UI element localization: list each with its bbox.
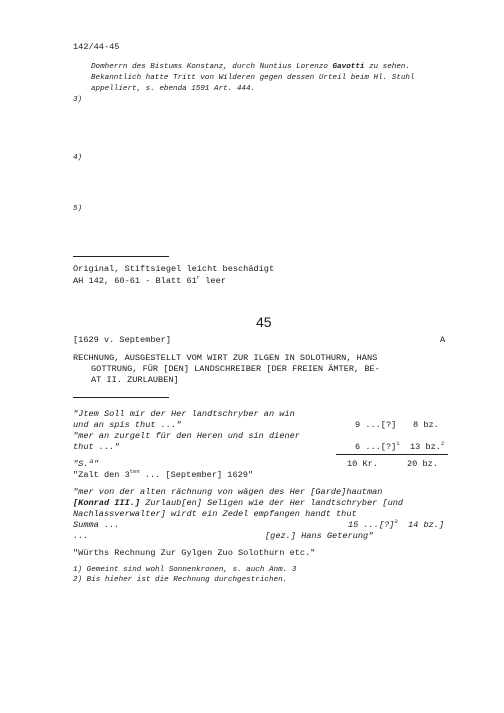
old-bill-dots: ...	[73, 531, 89, 541]
paid-date-line	[73, 470, 253, 481]
prev-note-bold-name: Gavotti	[332, 63, 365, 71]
note-number-3: 3)	[73, 96, 83, 104]
prev-note-line-1	[91, 62, 410, 72]
note-number-5: 5)	[73, 205, 83, 213]
source-line-1: Original, Stiftsiegel leicht beschädigt	[73, 264, 275, 274]
footnote-ref-1: 1	[396, 440, 400, 447]
entry-1-line-1: "Jtem Soll mir der Her landtschryber an win	[73, 409, 295, 419]
old-bill-text: Zurlaub[en] Seligen wie der Her landtschryber [und	[140, 498, 404, 508]
entry-2-batzen	[410, 442, 444, 453]
footnote-1: 1) Gemeint sind wohl Sonnenkronen, s. auch Anm. 3	[73, 566, 297, 574]
old-bill-amount	[348, 520, 398, 531]
paid-text: ... [September] 1629"	[139, 470, 254, 480]
document-marker: A	[440, 335, 446, 345]
entry-2-line-2: thut ..."	[73, 442, 120, 452]
entry-1-amount: 9 ...[?]	[355, 420, 397, 430]
amount-text: 6 ...[?]	[355, 442, 397, 452]
title-divider	[73, 397, 169, 398]
footnote-ref-2: 2	[440, 440, 445, 447]
entry-1-batzen: 8 bz.	[413, 420, 439, 430]
entry-1-line-2: und an spis thut ..."	[73, 420, 182, 430]
document-number: 45	[256, 314, 272, 330]
entry-2-line-1: "mer an zurgelt für den Heren und sin diener	[73, 431, 300, 441]
old-bill-line-3: Nachlassverwalter] wirdt ein Zedel empfangen handt thut	[73, 509, 357, 519]
sum-batzen: 20 bz.	[407, 459, 438, 469]
document-title-line-3: AT II. ZURLAUBEN]	[91, 375, 179, 385]
paid-superscript: ten	[129, 468, 140, 475]
old-bill-line-2	[73, 498, 403, 509]
prev-note-text: Domherrn des Bistums Konstanz, durch Nuntius Lorenzo	[91, 63, 333, 71]
source-divider	[73, 256, 169, 257]
entry-2-amount	[355, 442, 400, 453]
old-bill-bold-name: [Konrad III.]	[73, 498, 141, 508]
source-text: AH 142, 60-61 - Blatt 61	[73, 276, 197, 286]
batzen-text: 13 bz.	[410, 442, 441, 452]
document-title-line-1: RECHNUNG, AUSGESTELLT VOM WIRT ZUR ILGEN IN SOLOTHURN, HANS	[73, 353, 378, 363]
old-bill-batzen: 14 bz.]	[408, 520, 445, 530]
source-line-2	[73, 276, 226, 287]
old-bill-line-4: Summa ...	[73, 520, 120, 530]
prev-note-line-2: Bekanntlich hatte Tritt von Wilderen gegen dessen Urteil beim Hl. Stuhl	[91, 74, 415, 82]
paid-text: "Zalt den 3	[73, 470, 130, 480]
sum-label: "S.ª"	[73, 459, 99, 469]
endorsement-line: "Würths Rechnung Zur Gylgen Zuo Solothurn etc."	[73, 548, 316, 558]
sum-divider	[336, 454, 448, 455]
prev-note-text: zu sehen.	[364, 63, 411, 71]
prev-note-line-3: appelliert, s. ebenda 1591 Art. 444.	[91, 85, 256, 93]
footnote-2: 2) Bis hieher ist die Rechnung durchgestrichen.	[73, 576, 288, 584]
note-number-4: 4)	[73, 154, 83, 162]
source-text: leer	[200, 276, 226, 286]
document-title-line-2: GOTTRUNG, FÜR [DEN] LANDSCHREIBER [DER FREIEN ÄMTER, BE-	[91, 364, 380, 374]
source-superscript: r	[196, 274, 201, 281]
page-reference: 142/44-45	[73, 42, 120, 52]
document-date: [1629 v. September]	[73, 335, 171, 345]
amount-text: 15 ...[?]	[348, 520, 395, 530]
footnote-ref-3: 3	[394, 518, 398, 525]
old-bill-line-1: "mer von der alten rächnung von wägen des Her [Garde]hautman	[73, 487, 383, 497]
sum-kreuzer: 10 Kr.	[347, 459, 378, 469]
signature: [gez.] Hans Geterung"	[265, 531, 374, 541]
